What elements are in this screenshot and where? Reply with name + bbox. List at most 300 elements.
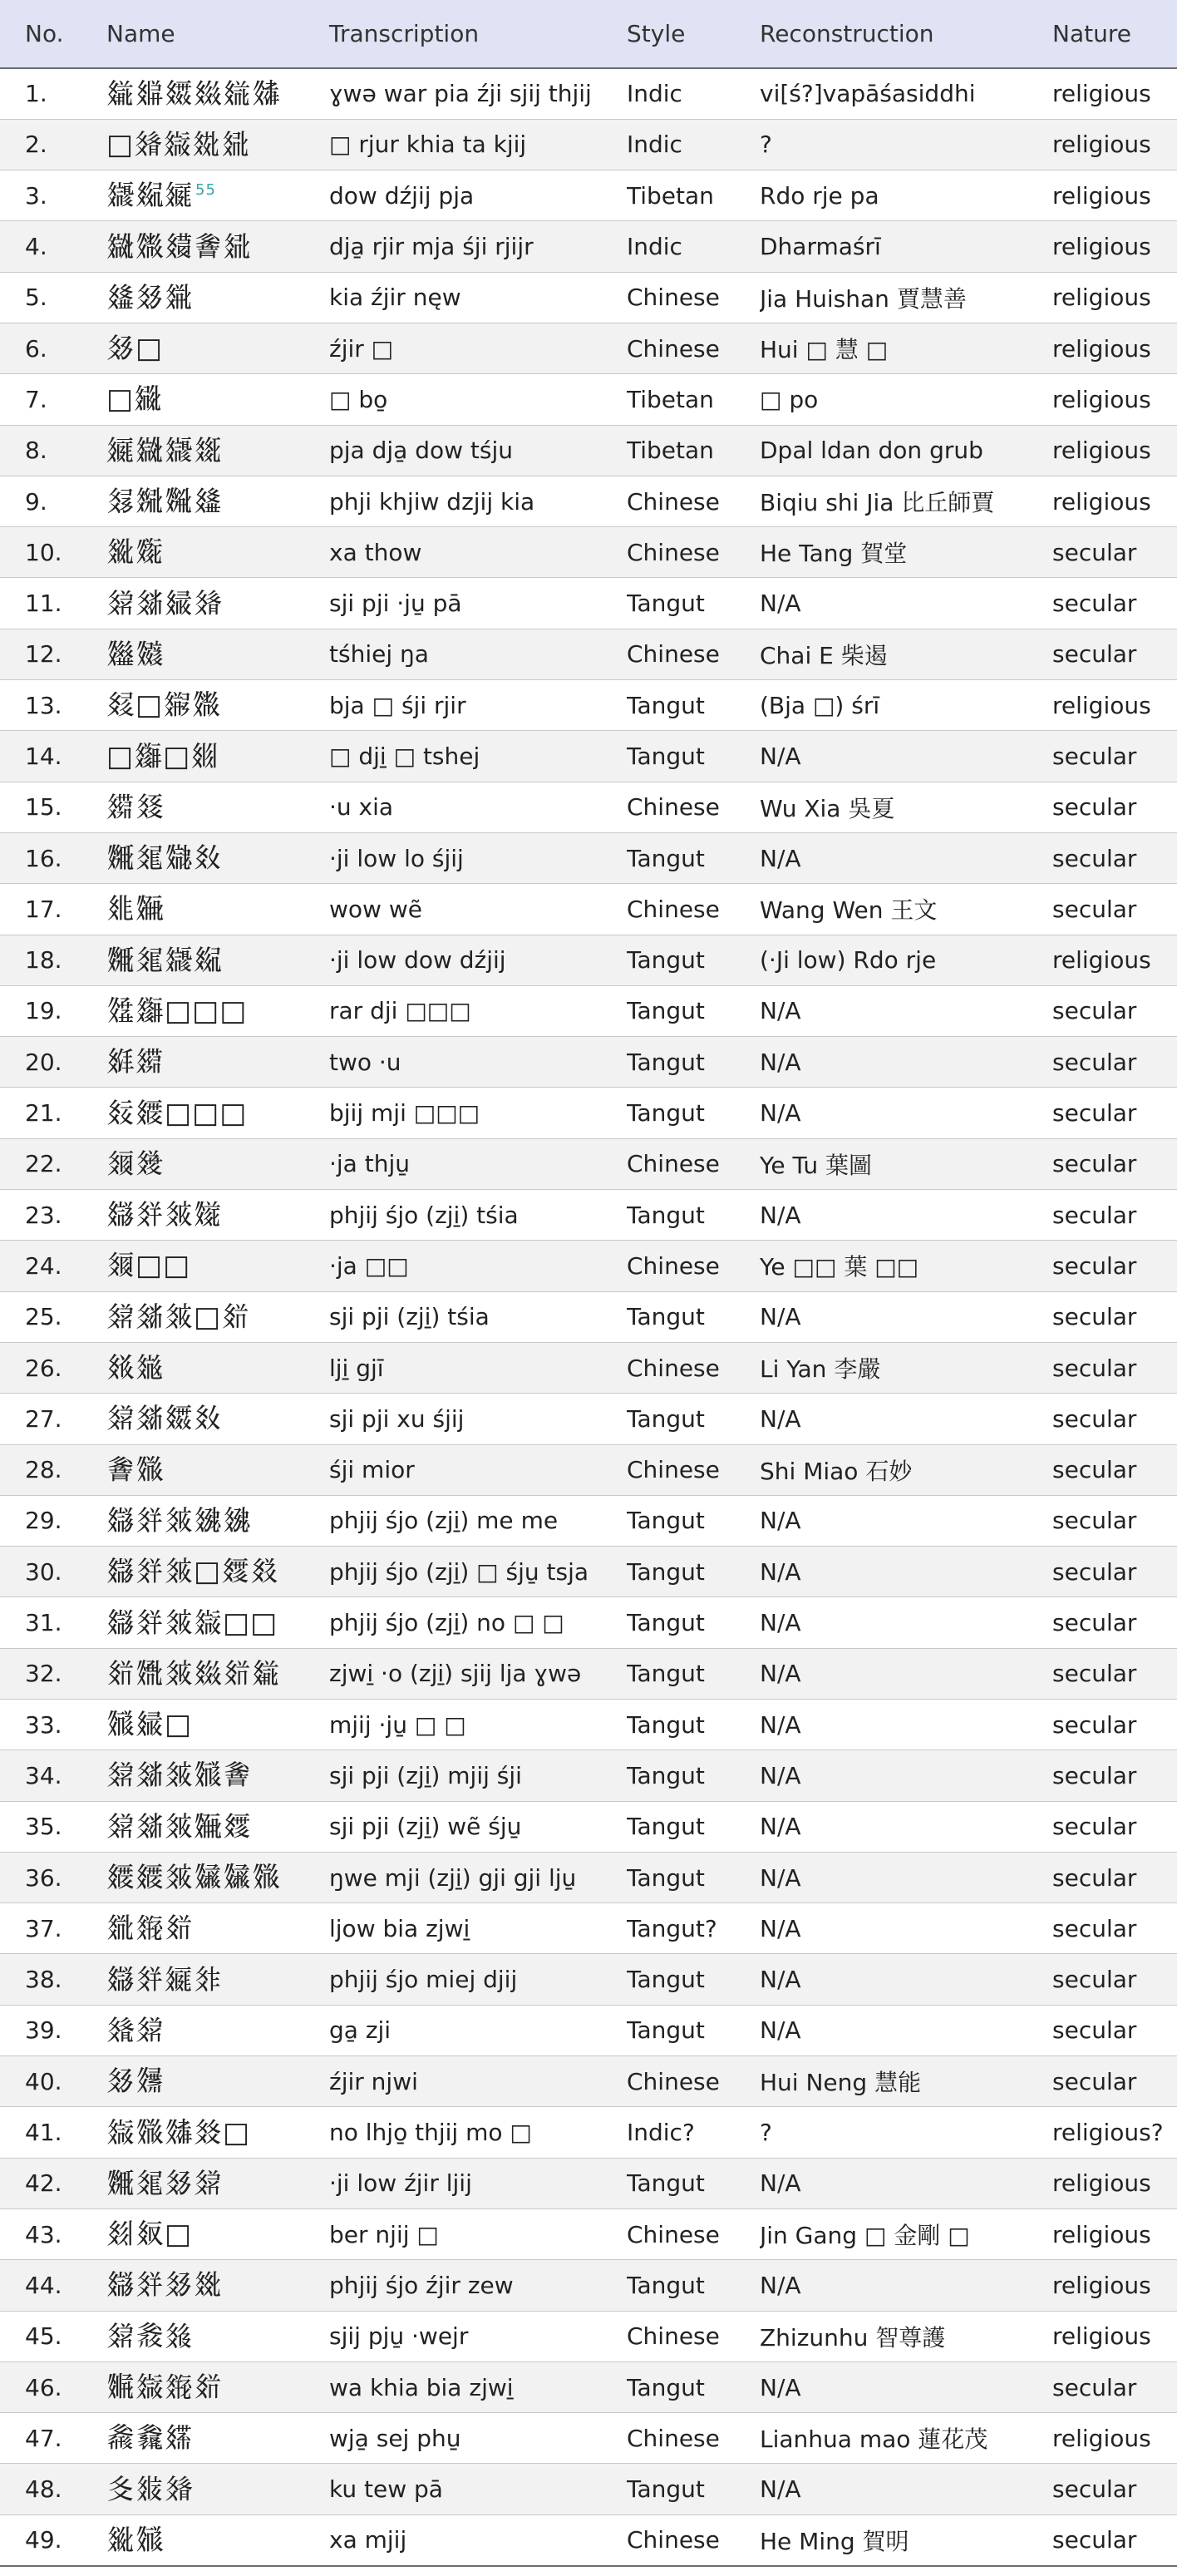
table-row [0, 1495, 1177, 1546]
cell-nature-text: religious [1052, 2271, 1151, 2299]
cell-no-text: 34. [25, 1761, 62, 1789]
cell-style-text: Tangut [627, 2373, 705, 2401]
cell-no [0, 1700, 106, 1750]
cell-no-text: 39. [25, 2016, 62, 2045]
table-row [0, 2361, 1177, 2412]
cell-nature [1052, 68, 1177, 119]
cell-style-text: Tangut [627, 1660, 705, 1688]
cell-transcription [329, 1700, 627, 1750]
header-name: Name [106, 20, 175, 47]
cell-name [106, 2158, 329, 2208]
cell-style-text: Indic [627, 233, 682, 261]
cell-reconstruction [760, 1801, 1052, 1852]
cell-no-text: 24. [25, 1251, 62, 1280]
cell-transcription-text: sji pji xu śjij [329, 1404, 465, 1433]
cell-transcription [329, 68, 627, 119]
cell-style-text: Tangut [627, 2271, 705, 2299]
cell-reconstruction [760, 68, 1052, 119]
cell-transcription [329, 578, 627, 629]
cell-nature [1052, 2413, 1177, 2464]
cell-style [627, 1547, 760, 1597]
cell-reconstruction [760, 527, 1052, 578]
cell-nature [1052, 170, 1177, 221]
cell-no-text: 4. [25, 233, 47, 261]
cell-name-text: 𗾘𗽧𗾣𗾾𗾘𗿧 [106, 1656, 281, 1690]
table-row [0, 1597, 1177, 1648]
cell-transcription-text: źjir □ [329, 334, 394, 363]
cell-nature [1052, 935, 1177, 985]
cell-style [627, 782, 760, 832]
cell-style-text: Tangut [627, 1201, 705, 1229]
cell-no-text: 12. [25, 640, 62, 669]
table-row [0, 170, 1177, 221]
header-row [0, 0, 1177, 68]
cell-name-text: 𗽪𗾷𗿼𗾿 [106, 943, 223, 977]
cell-style [627, 1648, 760, 1699]
cell-transcription-text: xa mjij [329, 2526, 407, 2554]
cell-nature [1052, 2311, 1177, 2361]
cell-no [0, 374, 106, 425]
cell-nature [1052, 2005, 1177, 2055]
cell-reconstruction [760, 1291, 1052, 1342]
cell-reconstruction-text: N/A [760, 1201, 801, 1229]
cell-no-text: 32. [25, 1660, 62, 1688]
cell-name-text: 𗾪𗿡 [106, 1045, 165, 1079]
cell-nature-text: secular [1052, 1456, 1137, 1484]
table-row [0, 1444, 1177, 1495]
cell-name-text: 𗽠𗿊□ [106, 1708, 193, 1742]
cell-name [106, 782, 329, 832]
cell-reconstruction [760, 2311, 1052, 2361]
cell-style-text: Tangut [627, 946, 705, 975]
cell-reconstruction [760, 1852, 1052, 1902]
cell-style [627, 2514, 760, 2565]
cell-transcription [329, 1852, 627, 1902]
cell-no-text: 18. [25, 946, 62, 975]
cell-style-text: Chinese [627, 793, 720, 822]
cell-no-text: 42. [25, 2169, 62, 2198]
cell-style [627, 832, 760, 883]
cell-transcription-text: □ dji̱ □ tshej [329, 743, 480, 770]
cell-nature-text: secular [1052, 793, 1137, 822]
cell-style-text: Chinese [627, 334, 720, 363]
cell-reconstruction-text: □ po [760, 385, 819, 413]
cell-reconstruction-text: ? [760, 2119, 772, 2147]
cell-style-text: Chinese [627, 2067, 720, 2095]
cell-no [0, 578, 106, 629]
cell-name-text: 𗾥𗿁 [106, 1351, 165, 1385]
cell-name [106, 2005, 329, 2055]
cell-name [106, 1852, 329, 1902]
cell-nature-text: secular [1052, 1813, 1137, 1841]
table-row [0, 2158, 1177, 2208]
table-row [0, 2005, 1177, 2055]
cell-no-text: 38. [25, 1966, 62, 1994]
cell-reconstruction-text: Li Yan 李嚴 [760, 1355, 881, 1384]
cell-name-text: 𗽢𗿤𗿥𗾘 [106, 2371, 223, 2404]
cell-reconstruction-text: Jia Huishan 賈慧善 [760, 284, 967, 313]
cell-style-text: Tangut [627, 1048, 705, 1076]
table-row [0, 1291, 1177, 1342]
cell-reconstruction-text: (Bja □) śrī [760, 691, 880, 719]
cell-nature [1052, 1088, 1177, 1138]
cell-reconstruction [760, 2005, 1052, 2055]
cell-name-text: 𗿇𗽰 [106, 535, 165, 570]
cell-reconstruction [760, 2158, 1052, 2208]
cell-reconstruction-text: N/A [760, 1863, 801, 1892]
cell-style [627, 1088, 760, 1138]
cell-no-text: 40. [25, 2067, 62, 2095]
cell-reconstruction [760, 2107, 1052, 2158]
cell-no-text: 33. [25, 1710, 62, 1739]
cell-name-text: 𗿕𗾗𗾣𗾸𗾸 [106, 1503, 252, 1537]
cell-transcription [329, 1444, 627, 1495]
cell-transcription-text: wow wẽ [329, 895, 422, 923]
cell-reconstruction-text: Lianhua mao 蓮花茂 [760, 2425, 988, 2454]
cell-nature-text: secular [1052, 2373, 1137, 2401]
cell-style-text: Chinese [627, 1251, 720, 1280]
cell-nature [1052, 2107, 1177, 2158]
cell-style [627, 1037, 760, 1088]
cell-name [106, 221, 329, 272]
cell-reconstruction [760, 1190, 1052, 1241]
cell-style [627, 2056, 760, 2107]
cell-style-text: Tangut [627, 2016, 705, 2045]
cell-no [0, 272, 106, 323]
cell-transcription [329, 1291, 627, 1342]
cell-name [106, 2464, 329, 2514]
cell-transcription [329, 1190, 627, 1241]
cell-style-text: Tangut [627, 1761, 705, 1789]
cell-transcription-text: phjij śjo (zji̱) □ śju̱ tsja [329, 1557, 589, 1586]
cell-transcription-text: phjij śjo (zji̱) tśia [329, 1201, 519, 1229]
cell-reconstruction-text: Dharmaśrī [760, 233, 881, 261]
cell-no-text: 27. [25, 1404, 62, 1433]
cell-reconstruction-text: Chai E 柴遏 [760, 641, 888, 669]
cell-reconstruction-text: N/A [760, 2016, 801, 2045]
cell-reconstruction [760, 1394, 1052, 1444]
cell-no [0, 1954, 106, 2005]
cell-name [106, 884, 329, 935]
table-row [0, 2413, 1177, 2464]
cell-style-text: Tangut [627, 743, 705, 770]
cell-no [0, 119, 106, 170]
cell-name [106, 2361, 329, 2412]
cell-name-text: 𗿣𗾇𗿄 [106, 280, 194, 314]
cell-nature-text: religious? [1052, 2119, 1164, 2147]
cell-transcription-text: ·u xia [329, 793, 394, 822]
cell-reconstruction-text: Rdo rje pa [760, 181, 879, 210]
cell-name-text: 𗿼𗾿𗿲 [106, 179, 194, 213]
table-row [0, 731, 1177, 782]
cell-name [106, 272, 329, 323]
cell-nature-text: secular [1052, 1048, 1137, 1076]
cell-nature-text: secular [1052, 1609, 1137, 1637]
cell-name-text: 𗿕𗾗𗾣𗿤□□ [106, 1606, 278, 1640]
cell-transcription-text: dow dźjij pja [329, 181, 475, 210]
cell-reconstruction [760, 1342, 1052, 1393]
table-row [0, 2260, 1177, 2311]
cell-no [0, 1088, 106, 1138]
cell-nature [1052, 119, 1177, 170]
cell-name-text: □𗿺□𗾞 [106, 739, 220, 773]
cell-no-text: 13. [25, 691, 62, 719]
cell-reconstruction [760, 782, 1052, 832]
table-row [0, 272, 1177, 323]
cell-nature [1052, 1852, 1177, 1902]
cell-style-text: Chinese [627, 2526, 720, 2554]
cell-transcription-text: sji pji (zji̱) mjij śji [329, 1761, 522, 1789]
cell-transcription [329, 221, 627, 272]
cell-nature [1052, 2208, 1177, 2259]
cell-reconstruction [760, 119, 1052, 170]
cell-style-text: Tangut? [627, 1914, 717, 1942]
cell-nature [1052, 578, 1177, 629]
cell-no-text: 28. [25, 1456, 62, 1484]
cell-transcription [329, 1342, 627, 1393]
cell-style-text: Tangut [627, 1813, 705, 1841]
cell-name [106, 1138, 329, 1189]
table-row [0, 1903, 1177, 1954]
cell-name-text: □𗾼𗿤𗾱𗾦 [106, 127, 251, 161]
cell-no-text: 16. [25, 844, 62, 872]
cell-no [0, 1037, 106, 1088]
cell-reconstruction [760, 2056, 1052, 2107]
header-style: Style [627, 20, 686, 47]
cell-style-text: Tangut [627, 590, 705, 618]
cell-nature-text: secular [1052, 1404, 1137, 1433]
cell-no [0, 1342, 106, 1393]
cell-nature-text: secular [1052, 1354, 1137, 1382]
cell-style [627, 2413, 760, 2464]
cell-style-text: Tangut [627, 1557, 705, 1586]
header-reconstruction: Reconstruction [760, 20, 934, 47]
cell-no [0, 2514, 106, 2565]
cell-nature-text: secular [1052, 1863, 1137, 1892]
cell-no-text: 14. [25, 743, 62, 770]
cell-nature-text: secular [1052, 743, 1137, 770]
cell-name [106, 2311, 329, 2361]
cell-name-text: 𗿈𗾙𗿊𗾼 [106, 586, 223, 620]
cell-name-text: 𗾽𗿈 [106, 2013, 165, 2047]
cell-nature-text: religious [1052, 437, 1151, 465]
cell-reconstruction [760, 1138, 1052, 1189]
cell-nature [1052, 629, 1177, 679]
cell-transcription-text: dja̱ rjir mja śji rjijr [329, 233, 534, 261]
cell-reconstruction [760, 680, 1052, 731]
cell-transcription-text: wja̱ sej phu̱ [329, 2424, 461, 2452]
cell-reconstruction-text: Biqiu shi Jia 比丘師賈 [760, 489, 995, 517]
cell-reconstruction-text: N/A [760, 1966, 801, 1994]
footnote-marker[interactable]: 55 [195, 180, 216, 199]
cell-transcription-text: □ rjur khia ta kjij [329, 131, 527, 159]
cell-reconstruction-text: N/A [760, 1099, 801, 1128]
cell-no [0, 1547, 106, 1597]
table-row [0, 1954, 1177, 2005]
cell-reconstruction-text: N/A [760, 1048, 801, 1076]
cell-nature [1052, 2158, 1177, 2208]
cell-nature-text: secular [1052, 1557, 1137, 1586]
cell-name-text: 𗿇𗽠 [106, 2523, 165, 2557]
cell-no-text: 49. [25, 2526, 62, 2554]
cell-name-text: 𗾧□𗿙𗽯 [106, 688, 222, 723]
cell-no [0, 1444, 106, 1495]
cell-no [0, 1495, 106, 1546]
cell-style-text: Tangut [627, 1710, 705, 1739]
cell-style [627, 272, 760, 323]
cell-style-text: Tangut [627, 691, 705, 719]
cell-nature [1052, 1648, 1177, 1699]
cell-name [106, 2514, 329, 2565]
cell-nature [1052, 476, 1177, 526]
cell-no [0, 1801, 106, 1852]
cell-style [627, 1342, 760, 1393]
cell-reconstruction [760, 2514, 1052, 2565]
cell-transcription-text: sji pji (zji̱) tśia [329, 1303, 490, 1331]
cell-nature-text: secular [1052, 538, 1137, 566]
cell-style [627, 1190, 760, 1241]
cell-name-text: 𗽪𗾷𗽬𗾈 [106, 841, 223, 876]
cell-name-text: 𗽩𗿺□□□ [106, 994, 248, 1028]
cell-nature [1052, 1597, 1177, 1648]
cell-no-text: 8. [25, 437, 47, 465]
cell-name-text: 𗾔𗾊□ [106, 2218, 193, 2252]
cell-reconstruction-text: N/A [760, 2475, 801, 2504]
cell-nature-text: religious [1052, 946, 1151, 975]
cell-transcription [329, 2514, 627, 2565]
cell-style [627, 1241, 760, 1291]
cell-name [106, 1190, 329, 1241]
cell-style-text: Indic [627, 131, 682, 159]
cell-reconstruction [760, 374, 1052, 425]
cell-name [106, 731, 329, 782]
table-row [0, 985, 1177, 1036]
cell-nature [1052, 1291, 1177, 1342]
cell-reconstruction-text: N/A [760, 2169, 801, 2198]
cell-style [627, 2107, 760, 2158]
cell-no-text: 6. [25, 334, 47, 363]
cell-no [0, 985, 106, 1036]
table-row [0, 323, 1177, 373]
cell-transcription-text: ·ji low dow dźjij [329, 946, 506, 975]
cell-reconstruction-text: N/A [760, 1761, 801, 1789]
cell-nature [1052, 731, 1177, 782]
cell-nature-text: religious [1052, 284, 1151, 312]
cell-reconstruction [760, 2208, 1052, 2259]
cell-transcription-text: sji pji (zji̱) wẽ śju̱ [329, 1813, 522, 1841]
table-row [0, 832, 1177, 883]
cell-style-text: Chinese [627, 895, 720, 923]
cell-nature [1052, 1700, 1177, 1750]
cell-name-text: 𗾓𗽷 [106, 892, 165, 926]
cell-no [0, 884, 106, 935]
cell-style [627, 1700, 760, 1750]
cell-transcription-text: bja □ śji rjir [329, 691, 466, 719]
cell-no [0, 1291, 106, 1342]
cell-transcription [329, 2464, 627, 2514]
cell-no [0, 476, 106, 526]
cell-no [0, 1852, 106, 1902]
cell-nature [1052, 2514, 1177, 2565]
cell-reconstruction-text: Hui Neng 慧能 [760, 2069, 922, 2097]
cell-name-text: 𗿈𗾙𗾣𗽠𗾁 [106, 1759, 252, 1793]
cell-no-text: 41. [25, 2119, 62, 2147]
cell-name [106, 1291, 329, 1342]
cell-transcription [329, 2208, 627, 2259]
cell-transcription [329, 272, 627, 323]
cell-style [627, 425, 760, 476]
cell-nature-text: secular [1052, 2475, 1137, 2504]
cell-nature-text: religious [1052, 80, 1151, 108]
cell-style [627, 1801, 760, 1852]
cell-reconstruction [760, 1700, 1052, 1750]
cell-transcription [329, 2005, 627, 2055]
cell-transcription [329, 935, 627, 985]
cell-style [627, 374, 760, 425]
table-row [0, 1394, 1177, 1444]
cell-reconstruction-text: Shi Miao 石妙 [760, 1457, 913, 1485]
cell-nature-text: religious [1052, 2322, 1151, 2351]
cell-transcription [329, 1088, 627, 1138]
cell-name-text: 𗾎𗿎𗽫𗿣 [106, 485, 223, 519]
cell-nature-text: religious [1052, 2424, 1151, 2452]
cell-style [627, 2311, 760, 2361]
cell-nature-text: secular [1052, 1303, 1137, 1331]
cell-transcription-text: bjij mji □□□ [329, 1099, 480, 1128]
cell-name-text: 𗿤𗽦𗽊𗾕□ [106, 2115, 251, 2149]
cell-reconstruction [760, 1648, 1052, 1699]
cell-reconstruction-text: N/A [760, 2271, 801, 2299]
cell-nature-text: religious [1052, 691, 1151, 719]
cell-nature-text: secular [1052, 590, 1137, 618]
cell-reconstruction [760, 2464, 1052, 2514]
cell-style [627, 731, 760, 782]
cell-name [106, 935, 329, 985]
cell-reconstruction-text: N/A [760, 1660, 801, 1688]
cell-name-text: 𗿕𗾗𗾣𗽭 [106, 1198, 223, 1232]
cell-nature-text: religious [1052, 181, 1151, 210]
cell-transcription [329, 527, 627, 578]
cell-nature [1052, 1495, 1177, 1546]
cell-reconstruction [760, 2260, 1052, 2311]
cell-reconstruction [760, 731, 1052, 782]
cell-style [627, 884, 760, 935]
cell-style-text: Chinese [627, 284, 720, 312]
cell-reconstruction [760, 1037, 1052, 1088]
cell-no [0, 1138, 106, 1189]
cell-no [0, 1597, 106, 1648]
cell-no-text: 7. [25, 385, 47, 413]
cell-transcription-text: wa khia bia zjwi̱ [329, 2373, 514, 2401]
cell-no-text: 10. [25, 538, 62, 566]
cell-reconstruction-text: N/A [760, 2373, 801, 2401]
cell-name [106, 1700, 329, 1750]
cell-nature-text: religious [1052, 131, 1151, 159]
cell-no-text: 35. [25, 1813, 62, 1841]
cell-reconstruction [760, 985, 1052, 1036]
cell-transcription [329, 731, 627, 782]
cell-transcription-text: phjij śjo (zji̱) me me [329, 1507, 559, 1535]
cell-no [0, 629, 106, 679]
cell-reconstruction [760, 1495, 1052, 1546]
cell-no-text: 37. [25, 1914, 62, 1942]
cell-no [0, 731, 106, 782]
cell-transcription [329, 2260, 627, 2311]
cell-transcription [329, 1547, 627, 1597]
table-header [0, 0, 1177, 68]
cell-name-text: 𗿈𗾙𗾣□𗾘 [106, 1300, 251, 1334]
cell-style-text: Tangut [627, 844, 705, 872]
